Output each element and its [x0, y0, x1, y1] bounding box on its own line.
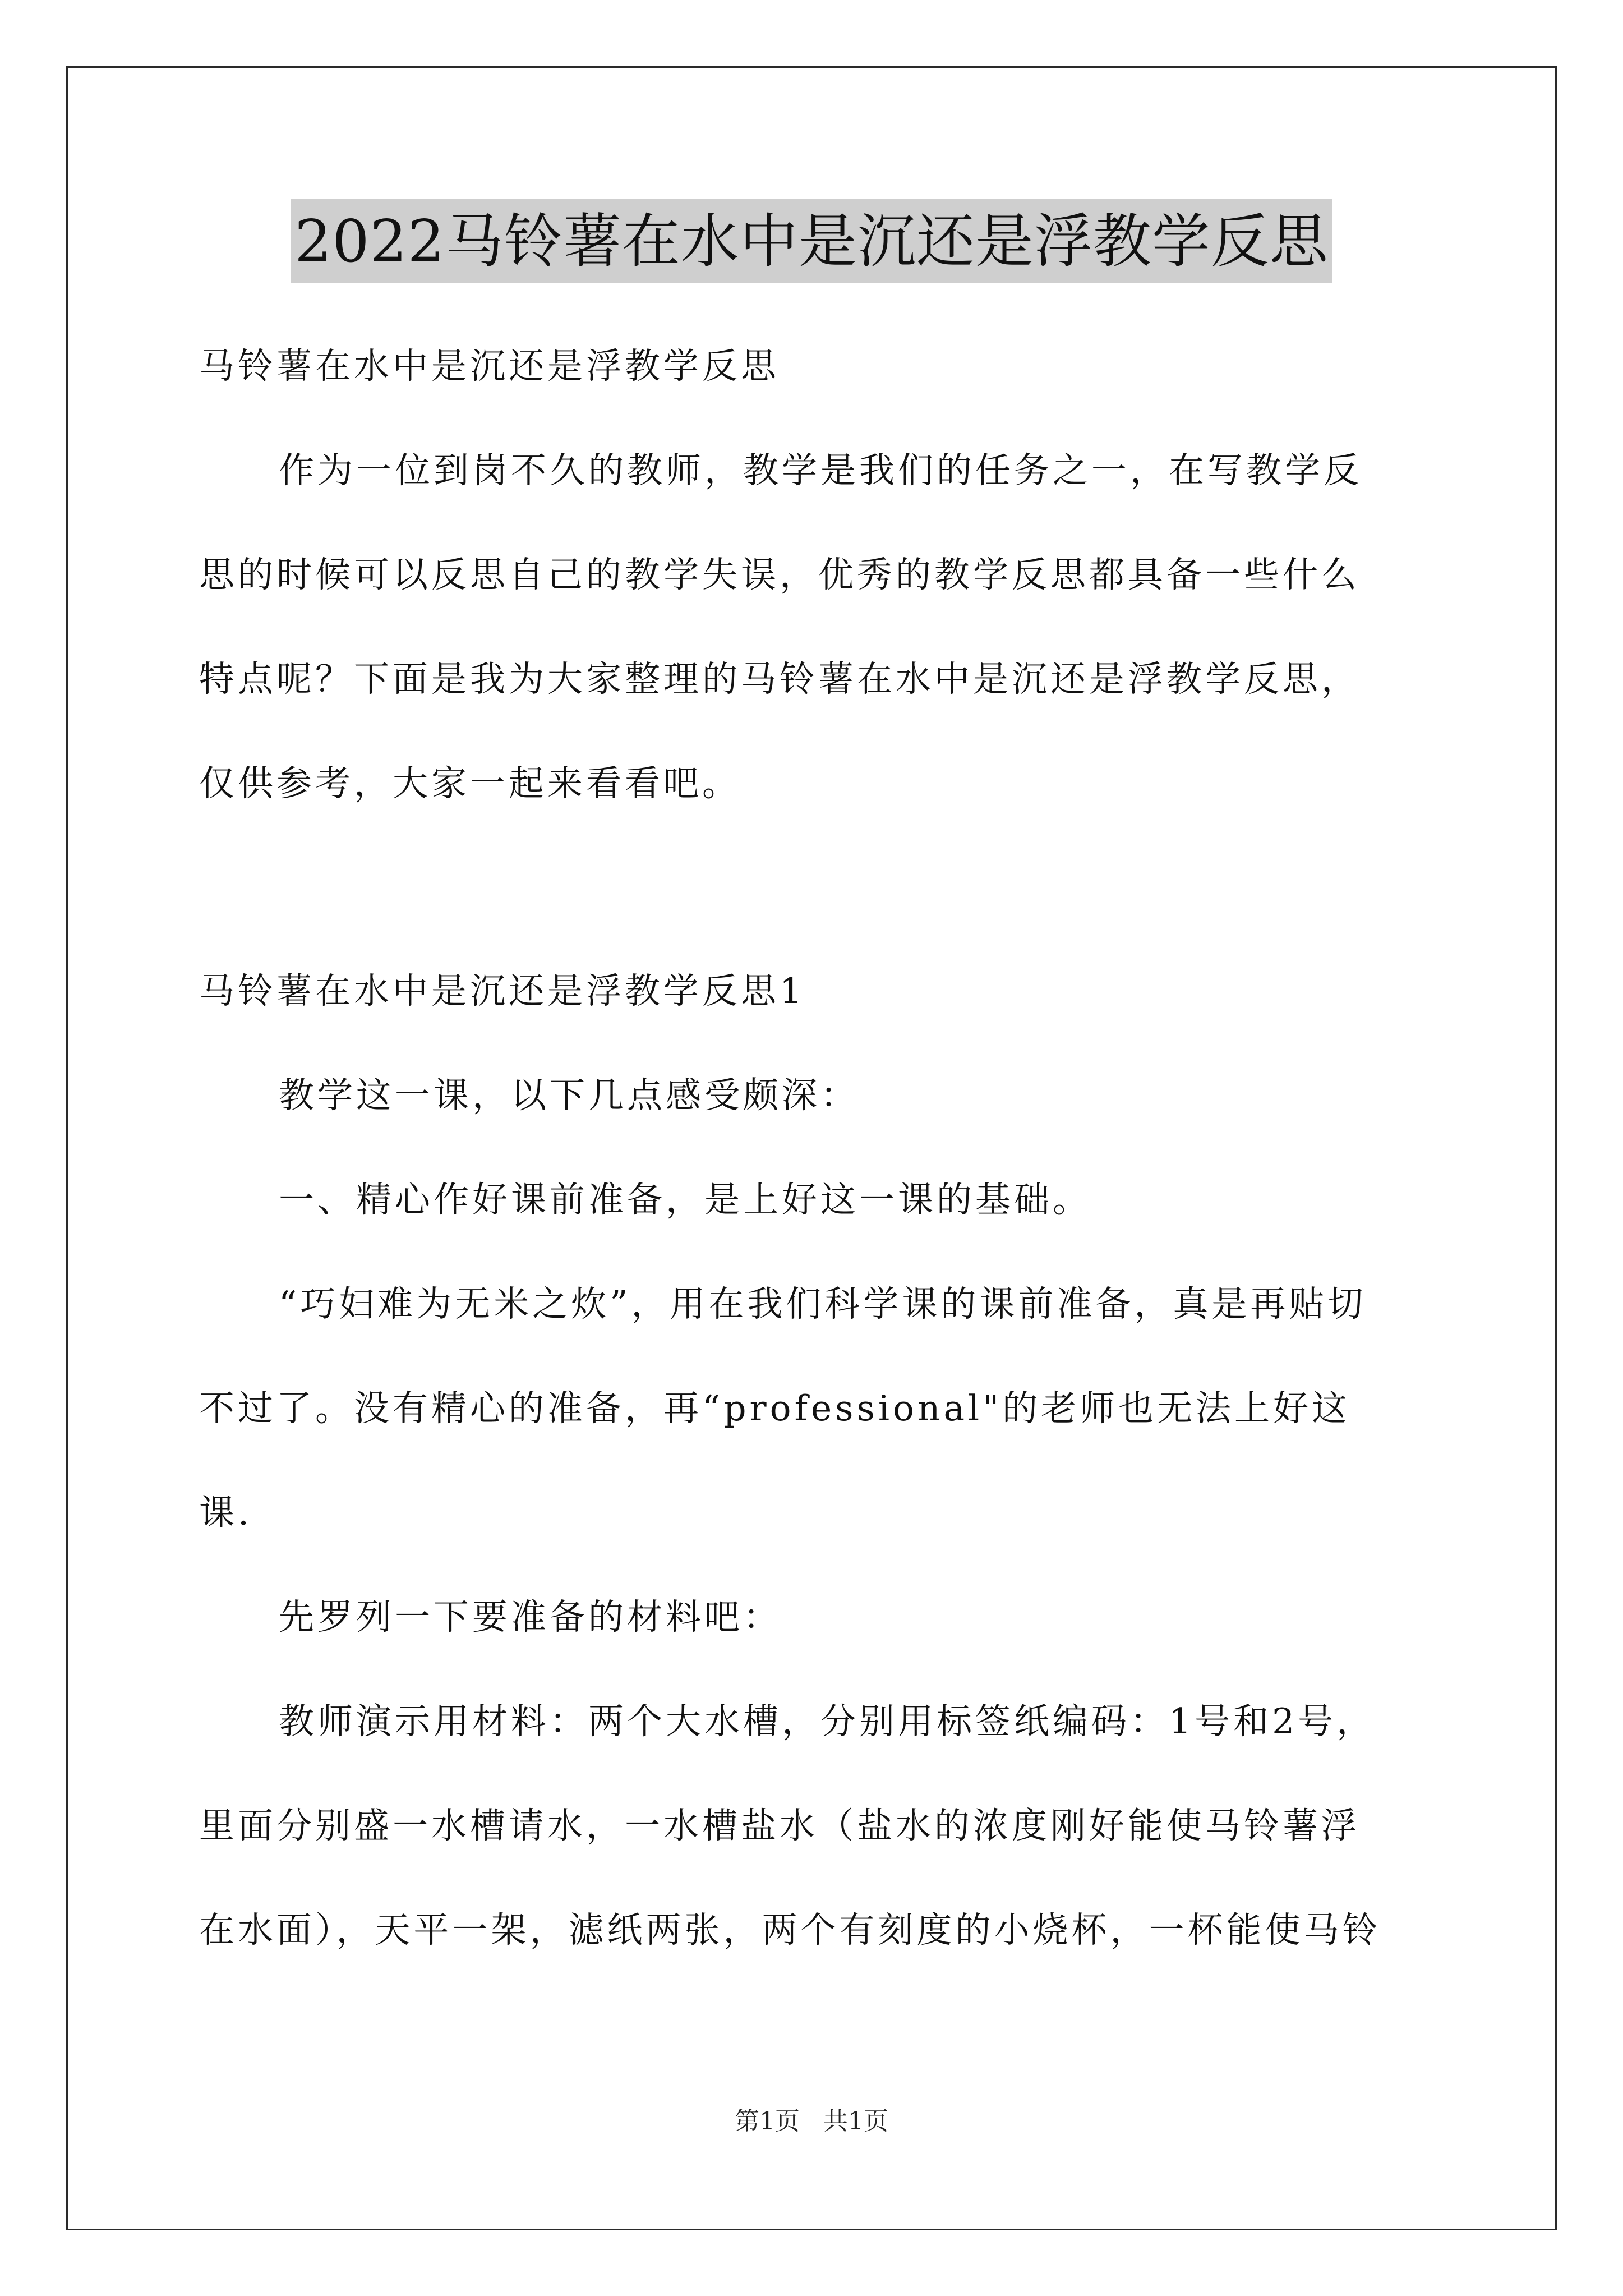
- paragraph-line: “巧妇难为无米之炊”，用在我们科学课的课前准备，真是再贴切: [279, 1283, 1367, 1324]
- title-container: [0, 199, 1623, 283]
- document-body: [199, 314, 1438, 1982]
- paragraph: 教学这一课，以下几点感受颇深：: [279, 1075, 859, 1116]
- subtitle: 马铃薯在水中是沉还是浮教学反思: [199, 346, 780, 386]
- page-footer: [0, 2101, 1623, 2137]
- paragraph: 先罗列一下要准备的材料吧：: [279, 1596, 782, 1637]
- page-number: 第1页: [735, 2107, 800, 2136]
- paragraph: 一、精心作好课前准备，是上好这一课的基础。: [279, 1179, 1091, 1220]
- paragraph-line: 教师演示用材料：两个大水槽，分别用标签纸编码：1号和2号，: [279, 1701, 1376, 1742]
- spacer: [199, 836, 1438, 939]
- page-total: 共1页: [823, 2107, 888, 2136]
- intro-line: 特点呢？下面是我为大家整理的马铃薯在水中是沉还是浮教学反思，: [199, 659, 1360, 700]
- paragraph-line: 课.: [199, 1492, 253, 1533]
- intro-line: 作为一位到岗不久的教师，教学是我们的任务之一，在写教学反: [279, 450, 1362, 491]
- section-heading: 马铃薯在水中是沉还是浮教学反思1: [199, 970, 806, 1011]
- paragraph-line: 不过了。没有精心的准备，再“professional"的老师也无法上好这: [199, 1388, 1351, 1429]
- paragraph-line: 在水面），天平一架，滤纸两张，两个有刻度的小烧杯，一杯能使马铃: [199, 1910, 1381, 1950]
- document-title: 2022马铃薯在水中是沉还是浮教学反思: [291, 199, 1332, 283]
- paragraph-line: 里面分别盛一水槽请水，一水槽盐水（盐水的浓度刚好能使马铃薯浮: [199, 1805, 1360, 1846]
- intro-line: 思的时候可以反思自己的教学失误，优秀的教学反思都具备一些什么: [199, 554, 1360, 595]
- intro-line: 仅供参考，大家一起来看看吧。: [199, 763, 741, 804]
